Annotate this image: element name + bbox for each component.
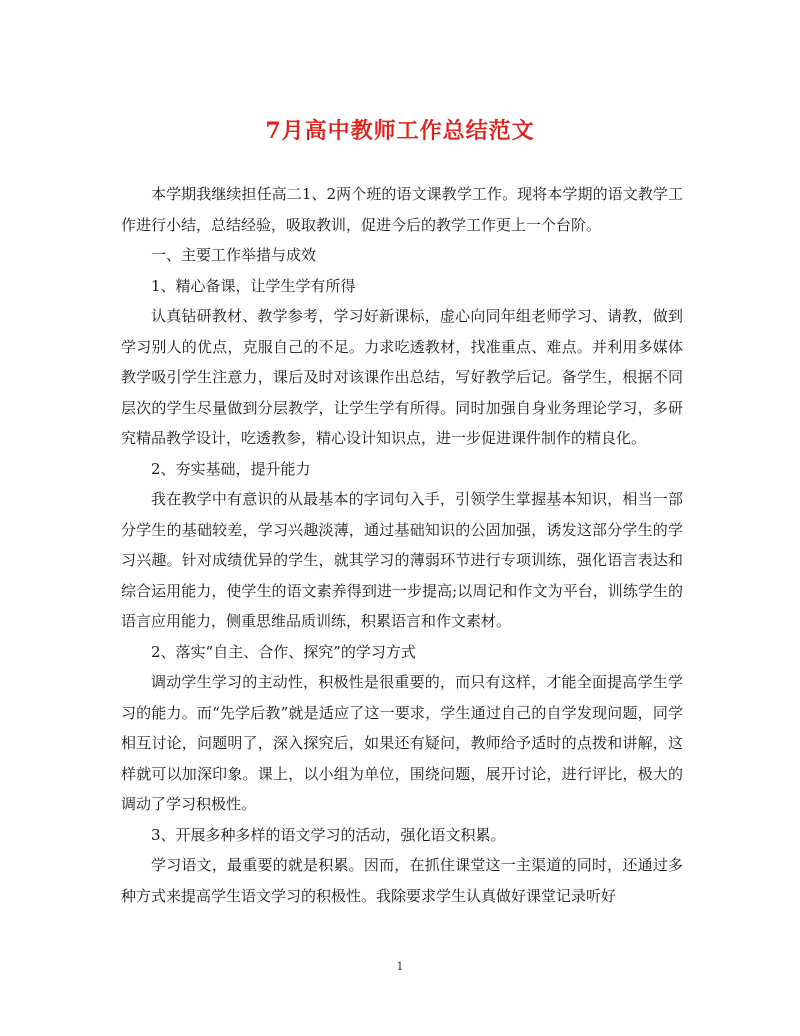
paragraph-foundation: 我在教学中有意识的从最基本的字词句入手，引领学生掌握基本知识，相当一部分学生的基础较差，学习兴趣淡薄，通过基础知识的公固加强，诱发这部分学生的学习兴趣。针对成绩优异的学生，就其学习的薄弱环节进行专项训练，强化语言表达和综合运用能力，使学生的语文素养得到进一步提高;以周记和作文为平台，训练学生的语言应用能力，侧重思维品质训练，积累语言和作文素材。 <box>121 490 683 630</box>
paragraph-lesson-preparation: 认真钻研教材、教学参考，学习好新课标，虚心向同年组老师学习、请教，做到学习别人的优点，克服自己的不足。力求吃透教材，找准重点、难点。并利用多媒体教学吸引学生注意力，课后及时对该课作出总结，写好教学后记。备学生，根据不同层次的学生尽量做到分层教学，让学生学有所得。同时加强自身业务理论学习，多研究精品教学设计，吃透教参，精心设计知识点，进一步促进课件制作的精良化。 <box>121 307 683 447</box>
intro-paragraph: 本学期我继续担任高二1、2两个班的语文课教学工作。现将本学期的语文教学工作进行小结，总结经验，吸取教训，促进今后的教学工作更上一个台阶。 <box>121 185 683 234</box>
subheading-activities: 3、开展多种多样的语文学习的活动，强化语文积累。 <box>151 825 506 844</box>
paragraph-learning-method: 调动学生学习的主动性，积极性是很重要的，而只有这样，才能全面提高学生学习的能力。而“先学后教”就是适应了这一要求，学生通过自己的自学发现问题，同学相互讨论，问题明了，深入探究后，如果还有疑问，教师给予适时的点拨和讲解，这样就可以加深印象。课上，以小组为单位，围绕问题，展开讨论，进行评比，极大的调动了学习积极性。 <box>121 673 683 813</box>
document-title: 7月高中教师工作总结范文 <box>265 118 535 144</box>
section-heading-main-measures: 一、主要工作举措与成效 <box>151 246 317 264</box>
subheading-lesson-preparation: 1、精心备课，让学生学有所得 <box>151 276 356 295</box>
paragraph-activities: 学习语文，最重要的就是积累。因而，在抓住课堂这一主渠道的同时，还通过多种方式来提高学生语文学习的积极性。我除要求学生认真做好课堂记录听好 <box>121 856 683 905</box>
subheading-foundation: 2、夯实基础，提升能力 <box>151 459 311 478</box>
document-body <box>121 179 683 911</box>
subheading-learning-method: 2、落实“自主、合作、探究”的学习方式 <box>151 642 416 661</box>
page-number: 1 <box>396 960 404 973</box>
